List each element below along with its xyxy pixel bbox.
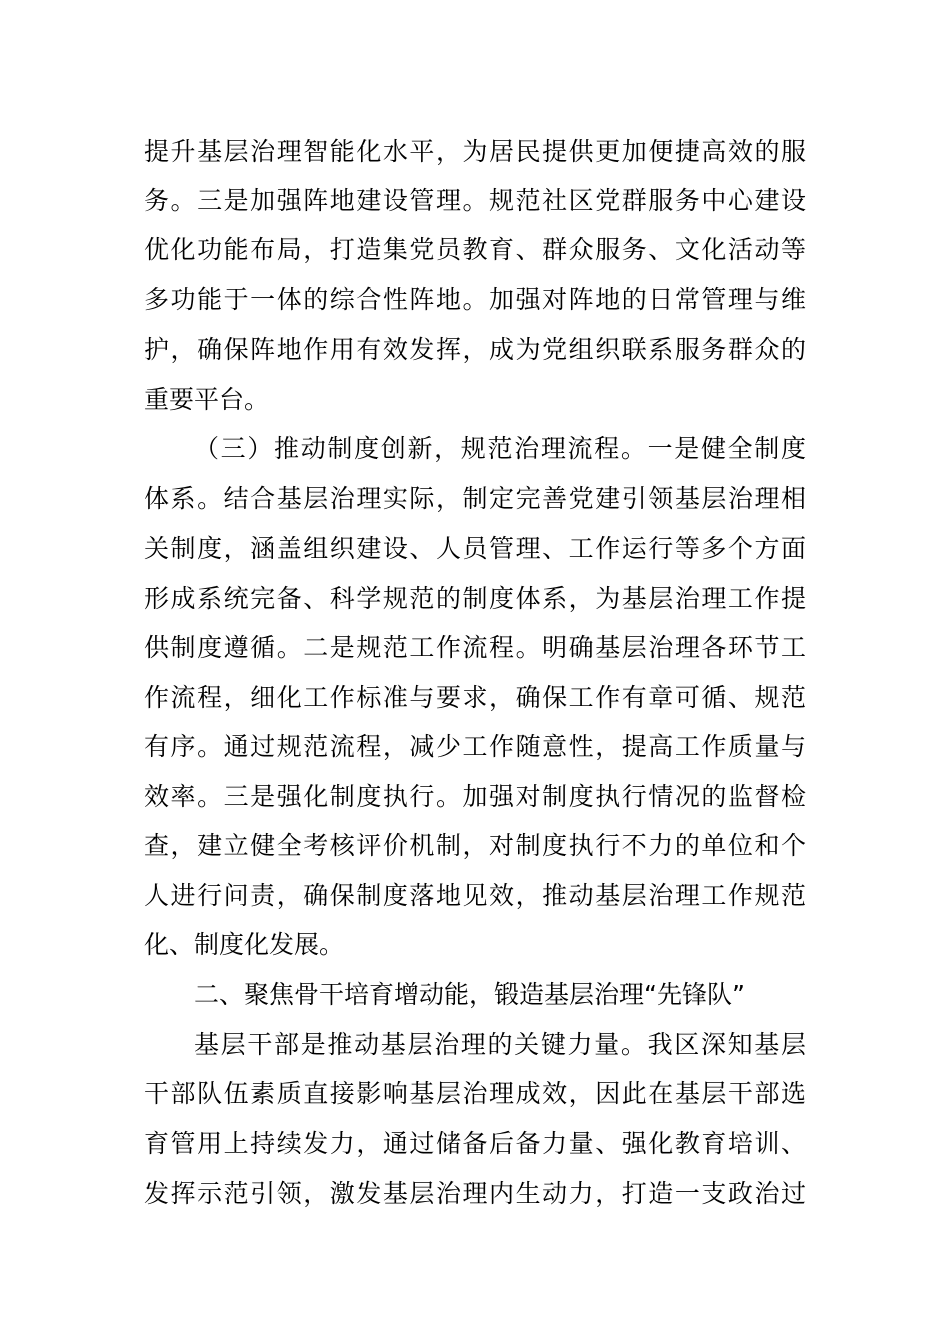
body-text-line: 化、制度化发展。 bbox=[144, 930, 345, 959]
body-text-line: 体系。结合基层治理实际，制定完善党建引领基层治理相 bbox=[144, 484, 806, 513]
body-text-line: 重要平台。 bbox=[144, 385, 270, 414]
body-text-line: 基层干部是推动基层治理的关键力量。我区深知基层 bbox=[194, 1030, 806, 1059]
body-text-line: 育管用上持续发力，通过储备后备力量、强化教育培训、 bbox=[144, 1129, 806, 1158]
section-heading-line: （三）推动制度创新，规范治理流程。一是健全制度 bbox=[194, 434, 806, 463]
body-text-line: 务。三是加强阵地建设管理。规范社区党群服务中心建设 bbox=[144, 186, 806, 215]
body-text-line: 多功能于一体的综合性阵地。加强对阵地的日常管理与维 bbox=[144, 285, 806, 314]
body-text-line: 作流程，细化工作标准与要求，确保工作有章可循、规范 bbox=[144, 683, 806, 712]
body-text-line: 干部队伍素质直接影响基层治理成效，因此在基层干部选 bbox=[144, 1079, 806, 1108]
body-text-line: 关制度，涵盖组织建设、人员管理、工作运行等多个方面 bbox=[144, 534, 806, 563]
body-text-line: 护，确保阵地作用有效发挥，成为党组织联系服务群众的 bbox=[144, 335, 806, 364]
body-text-line: 有序。通过规范流程，减少工作随意性，提高工作质量与 bbox=[144, 732, 806, 761]
body-text-line: 查，建立健全考核评价机制，对制度执行不力的单位和个 bbox=[144, 831, 806, 860]
body-text-line: 优化功能布局，打造集党员教育、群众服务、文化活动等 bbox=[144, 235, 806, 264]
body-text-line: 效率。三是强化制度执行。加强对制度执行情况的监督检 bbox=[144, 782, 806, 811]
body-text-line: 发挥示范引领，激发基层治理内生动力，打造一支政治过 bbox=[144, 1179, 806, 1208]
chapter-heading-line: 二、聚焦骨干培育增动能，锻造基层治理“先锋队” bbox=[194, 980, 745, 1009]
body-text-line: 形成系统完备、科学规范的制度体系，为基层治理工作提 bbox=[144, 584, 806, 613]
body-text-line: 供制度遵循。二是规范工作流程。明确基层治理各环节工 bbox=[144, 633, 806, 662]
body-text-line: 提升基层治理智能化水平，为居民提供更加便捷高效的服 bbox=[144, 137, 806, 166]
body-text-line: 人进行问责，确保制度落地见效，推动基层治理工作规范 bbox=[144, 881, 806, 910]
